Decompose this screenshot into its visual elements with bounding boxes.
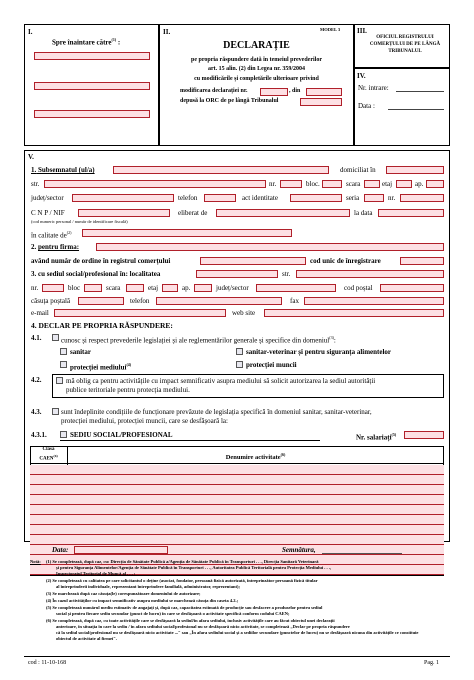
casuta-label: căsuța poștală (31, 297, 71, 305)
bloc-field[interactable] (322, 180, 342, 188)
oficiu-label: OFICIUL REGISTRULUI COMERȚULUI DE PE LÂNGĂ TRIBUNALUL (369, 35, 441, 54)
item-4-2-number: 4.2. (31, 376, 42, 384)
nr3-field[interactable] (42, 284, 64, 292)
str-label: str. (31, 180, 40, 188)
note-6b: anterioare, în situația în care la sediu / în afara sediului social/profesional nu se desfășoară nicio activitate, se completează „Declar pe propria răspundere (56, 624, 350, 629)
subtitle-line-4b: , din (289, 88, 301, 94)
declaratie-title: DECLARAȚIE (223, 40, 290, 51)
nr-intrare-label: Nr. intrare: (358, 84, 389, 92)
nr-ordine-field[interactable] (200, 257, 306, 265)
cod-unic-label: cod unic de înregistrare (310, 257, 381, 265)
caen-column-header: Clasa CAEN$^{(6)}$ (39, 447, 58, 462)
checkbox-4-2[interactable] (56, 377, 63, 384)
etaj3-label: etaj (148, 284, 159, 292)
footer-code: cod : 11-10-168 (28, 660, 67, 666)
spre-field-2[interactable] (34, 82, 150, 90)
localitate-field[interactable] (196, 270, 278, 278)
note-5b: social și pentru fiecare sediu secundar (punct de lucru) în care se desfășoară o activitate specifică conform codului CAEN; (56, 611, 290, 616)
cod-postal-field[interactable] (380, 284, 444, 292)
table-row[interactable] (30, 525, 444, 535)
ap-field[interactable] (426, 180, 444, 188)
item-4-2-text-a: mă oblig ca pentru activitățile cu impact semnificativ asupra mediului să solicit autorizarea la sediul autorității (66, 377, 376, 385)
nr-label: nr. (269, 180, 277, 188)
table-row[interactable] (30, 535, 444, 545)
nr2-field[interactable] (400, 194, 444, 202)
str-field[interactable] (44, 180, 266, 188)
str3-field[interactable] (296, 270, 444, 278)
judet3-field[interactable] (256, 284, 336, 292)
note-3: (3) Se marchează după caz căsuța(le) corespunzătoare domeniului de autorizare; (46, 591, 201, 596)
cod-postal-label: cod poștal (344, 284, 373, 292)
table-row[interactable] (30, 515, 444, 525)
section-i-label: I. (28, 28, 33, 36)
website-label: web site (232, 309, 256, 317)
cod-unic-field[interactable] (400, 257, 444, 265)
la-data-field[interactable] (378, 209, 444, 217)
fax-field[interactable] (304, 297, 444, 305)
table-row[interactable] (30, 505, 444, 515)
note-1b: și pentru Siguranța Alimentelor/Agenția de Sănătate Publică în Transporturi . . ., Autoritatea Publică Teritorială pentru Protecția Mediului . . ., (56, 565, 331, 570)
subtitle-line-3: cu modificările și completările ulterioare privind (194, 76, 319, 82)
la-data-label: la data (354, 209, 373, 217)
judet-field[interactable] (72, 194, 174, 202)
judet3-label: județ/sector (216, 284, 249, 292)
pentru-firma-label: 2. pentru firma: (31, 243, 80, 251)
note-6d: obiectul de activitate al firmei". (56, 636, 117, 641)
note-1: (1) Se completează, după caz, cu: Direcția de Sănătate Publică a/Agenția de Sănătate Publică în Transporturi . . ., Direcția Sanitară Veterinară (46, 559, 319, 564)
cnp-field[interactable] (78, 209, 170, 217)
item-4-3-number: 4.3. (31, 408, 42, 416)
fax-label: fax (290, 297, 299, 305)
scara3-label: scara (106, 284, 121, 292)
calitate-label: în calitate $de^{(2)}$ (31, 230, 72, 240)
checkbox-4-3-1[interactable] (60, 431, 67, 438)
semnatura-line (322, 553, 402, 554)
sediu-localitate-label: 3. cu sediul social/profesional în: localitatea (31, 270, 161, 278)
str3-label: str. (282, 270, 291, 278)
telefon-field[interactable] (204, 194, 236, 202)
note-2b: al întreprinderii individuale, reprezentant întreprindere familială, administrator, reprezentant); (56, 584, 240, 589)
caen-header-bottom (30, 463, 444, 464)
semnatura-label: Semnătura, (282, 546, 316, 554)
judet-label: județ/sector (31, 194, 64, 202)
nr2-label: nr. (388, 194, 396, 202)
telefon3-label: telefon (130, 297, 150, 305)
table-row[interactable] (30, 465, 444, 475)
nr3-label: nr. (31, 284, 39, 292)
item-4-1-number: 4.1. (31, 334, 42, 342)
ap-label: ap. (415, 180, 424, 188)
checkbox-protectiei-muncii[interactable] (236, 361, 243, 368)
spre-field-3[interactable] (34, 110, 150, 118)
item-4-3-1-number: 4.3.1. (31, 431, 47, 439)
footer-rule (24, 656, 450, 657)
bloc-label: bloc. (306, 180, 320, 188)
nr-intrare-line (396, 91, 444, 92)
bloc3-field[interactable] (84, 284, 102, 292)
telefon3-field[interactable] (156, 297, 282, 305)
scara-field[interactable] (364, 180, 380, 188)
subtitle-line-1: pe propria răspundere dată în temeiul prevederilor (191, 57, 322, 63)
signature-data-label: Data: (52, 546, 69, 554)
sediu-social-label: SEDIU SOCIAL/PROFESIONAL (70, 431, 173, 439)
etaj-field[interactable] (396, 180, 412, 188)
checkbox-4-1[interactable] (52, 334, 59, 341)
ap3-label: ap. (182, 284, 191, 292)
sediu-social-underline (60, 440, 320, 441)
seria-label: seria (346, 194, 360, 202)
subtitle-line-2: art. 15 alin. (2) din Legea nr. 359/2004 (207, 66, 306, 72)
checkbox-4-3[interactable] (52, 408, 59, 415)
table-row[interactable] (30, 475, 444, 485)
section-ii-label: II. (163, 28, 171, 36)
declaratie-nr-field[interactable] (260, 88, 288, 96)
email-field[interactable] (54, 309, 226, 317)
seria-field[interactable] (364, 194, 384, 202)
signature-data-field[interactable] (74, 546, 168, 554)
sanitar-label: sanitar (70, 348, 91, 356)
email-label: e-mail (31, 309, 49, 317)
note-6c: că la sediul social/profesional nu se desfășoară nicio activitate ..." sau „În afara sediului social și a sediilor secundare (punctelor de lucru) nu se desfășoară nicuna din activitățile ce constituie (56, 630, 419, 635)
spre-label: Spre înaintare către$^{(1)}$ : (52, 37, 121, 47)
note-5: (5) Se completează numărul mediu estimativ de angajați și, după caz, capacitatea estimată de producție sau desfacere a produselor pentru sediul (46, 605, 323, 610)
tribunal-field[interactable] (300, 98, 342, 106)
etaj-label: etaj (382, 180, 393, 188)
item-4-2-text-b: publice teritoriale pentru protecția mediului. (66, 386, 190, 394)
section-iii-label: III. (357, 27, 367, 35)
item-4-1-text: cunosc și respect prevederile legislației și ale reglementărilor generale și specifice din domeniul$^{(3)}$: (61, 335, 336, 345)
item-4-3-text-a: sunt îndeplinite condițiile de funcționare prevăzute de legislația specifică în domeniul sanitar, sanitar-veterinar, (61, 408, 372, 416)
cnp-note: (cod numeric personal / număr de identificare fiscală) (31, 219, 128, 224)
eliberat-field[interactable] (216, 209, 350, 217)
subsemnatul-label: 1. Subsemnatul (ul/a) (31, 166, 95, 174)
act-label: act identitate (242, 194, 278, 202)
act-field[interactable] (290, 194, 342, 202)
calitate-field[interactable] (82, 229, 292, 237)
checkbox-sanitar[interactable] (60, 348, 67, 355)
note-4: (4) În cazul activităților cu impact semnificativ asupra mediului se marchează căsuța din caseta 4.2.; (46, 598, 239, 603)
avand-label: având număr de ordine în registrul comerțului (31, 257, 171, 265)
footer-page: Pag. 1 (424, 660, 439, 666)
denumire-column-header: Denumire activitate$^{(6)}$ (225, 452, 286, 462)
table-row[interactable] (30, 485, 444, 495)
bloc3-label: bloc (68, 284, 81, 292)
website-field[interactable] (264, 309, 444, 317)
domiciliat-label: domiciliat în (340, 166, 376, 174)
note-2: (2) Se completează cu calitatea pe care solicitantul o deține (asociat, fondator, persoană fizică autorizată, întreprinzător persoană fizică titular (46, 578, 318, 583)
subsemnatul-field[interactable] (113, 166, 329, 174)
protectiei-mediului-label: protecției mediului$^{(4)}$ (70, 362, 132, 372)
subtitle-line-5: depusă la ORC de pe lângă Tribunalul (180, 98, 279, 104)
note-1c: Inspectoratul Teritorial de Muncă al . . . ; (56, 571, 136, 576)
etaj3-field[interactable] (162, 284, 178, 292)
firma-field[interactable] (96, 243, 444, 251)
nota-label: Notă: (30, 559, 41, 564)
model-label: MODEL 3 (320, 27, 341, 32)
declaratie-data-field[interactable] (306, 88, 342, 96)
spre-field-1[interactable] (34, 52, 150, 60)
section-iv-label: IV. (357, 72, 366, 80)
sanitar-veterinar-label: sanitar-veterinar și pentru siguranța alimentelor (246, 348, 392, 356)
telefon-label: telefon (178, 194, 198, 202)
data-label: Data : (358, 102, 375, 110)
scara-label: scara (346, 180, 361, 188)
domiciliat-field[interactable] (386, 166, 444, 174)
checkbox-protectiei-mediului[interactable] (60, 361, 67, 368)
data-line (388, 109, 444, 110)
item-4-3-text-b: protecției mediului, protecției muncii, care se desfășoară la: (61, 417, 228, 425)
nr-field[interactable] (280, 180, 302, 188)
subtitle-line-4a: modificarea declarației nr. (180, 88, 248, 94)
protectiei-muncii-label: protecției muncii (246, 361, 297, 369)
note-6: (6) Se completează, după caz, cu toate activitățile care se desfășoară la sediul/în afara sediului, inclusiv activitățile care au făcut obiectul unei declarații (46, 618, 335, 623)
casuta-field[interactable] (78, 297, 124, 305)
checkbox-sanitar-veterinar[interactable] (236, 348, 243, 355)
table-row[interactable] (30, 495, 444, 505)
ap3-field[interactable] (194, 284, 212, 292)
nr-salariati-label: Nr. salariați$^{(5)}$ (356, 432, 397, 442)
section-v-label: V. (28, 153, 34, 161)
scara3-field[interactable] (126, 284, 144, 292)
eliberat-label: eliberat de (178, 209, 208, 217)
nr-salariati-field[interactable] (404, 431, 444, 439)
declar-title: 4. DECLAR PE PROPRIA RĂSPUNDERE: (31, 321, 173, 330)
cnp-label: C N P / NIF (31, 209, 65, 217)
